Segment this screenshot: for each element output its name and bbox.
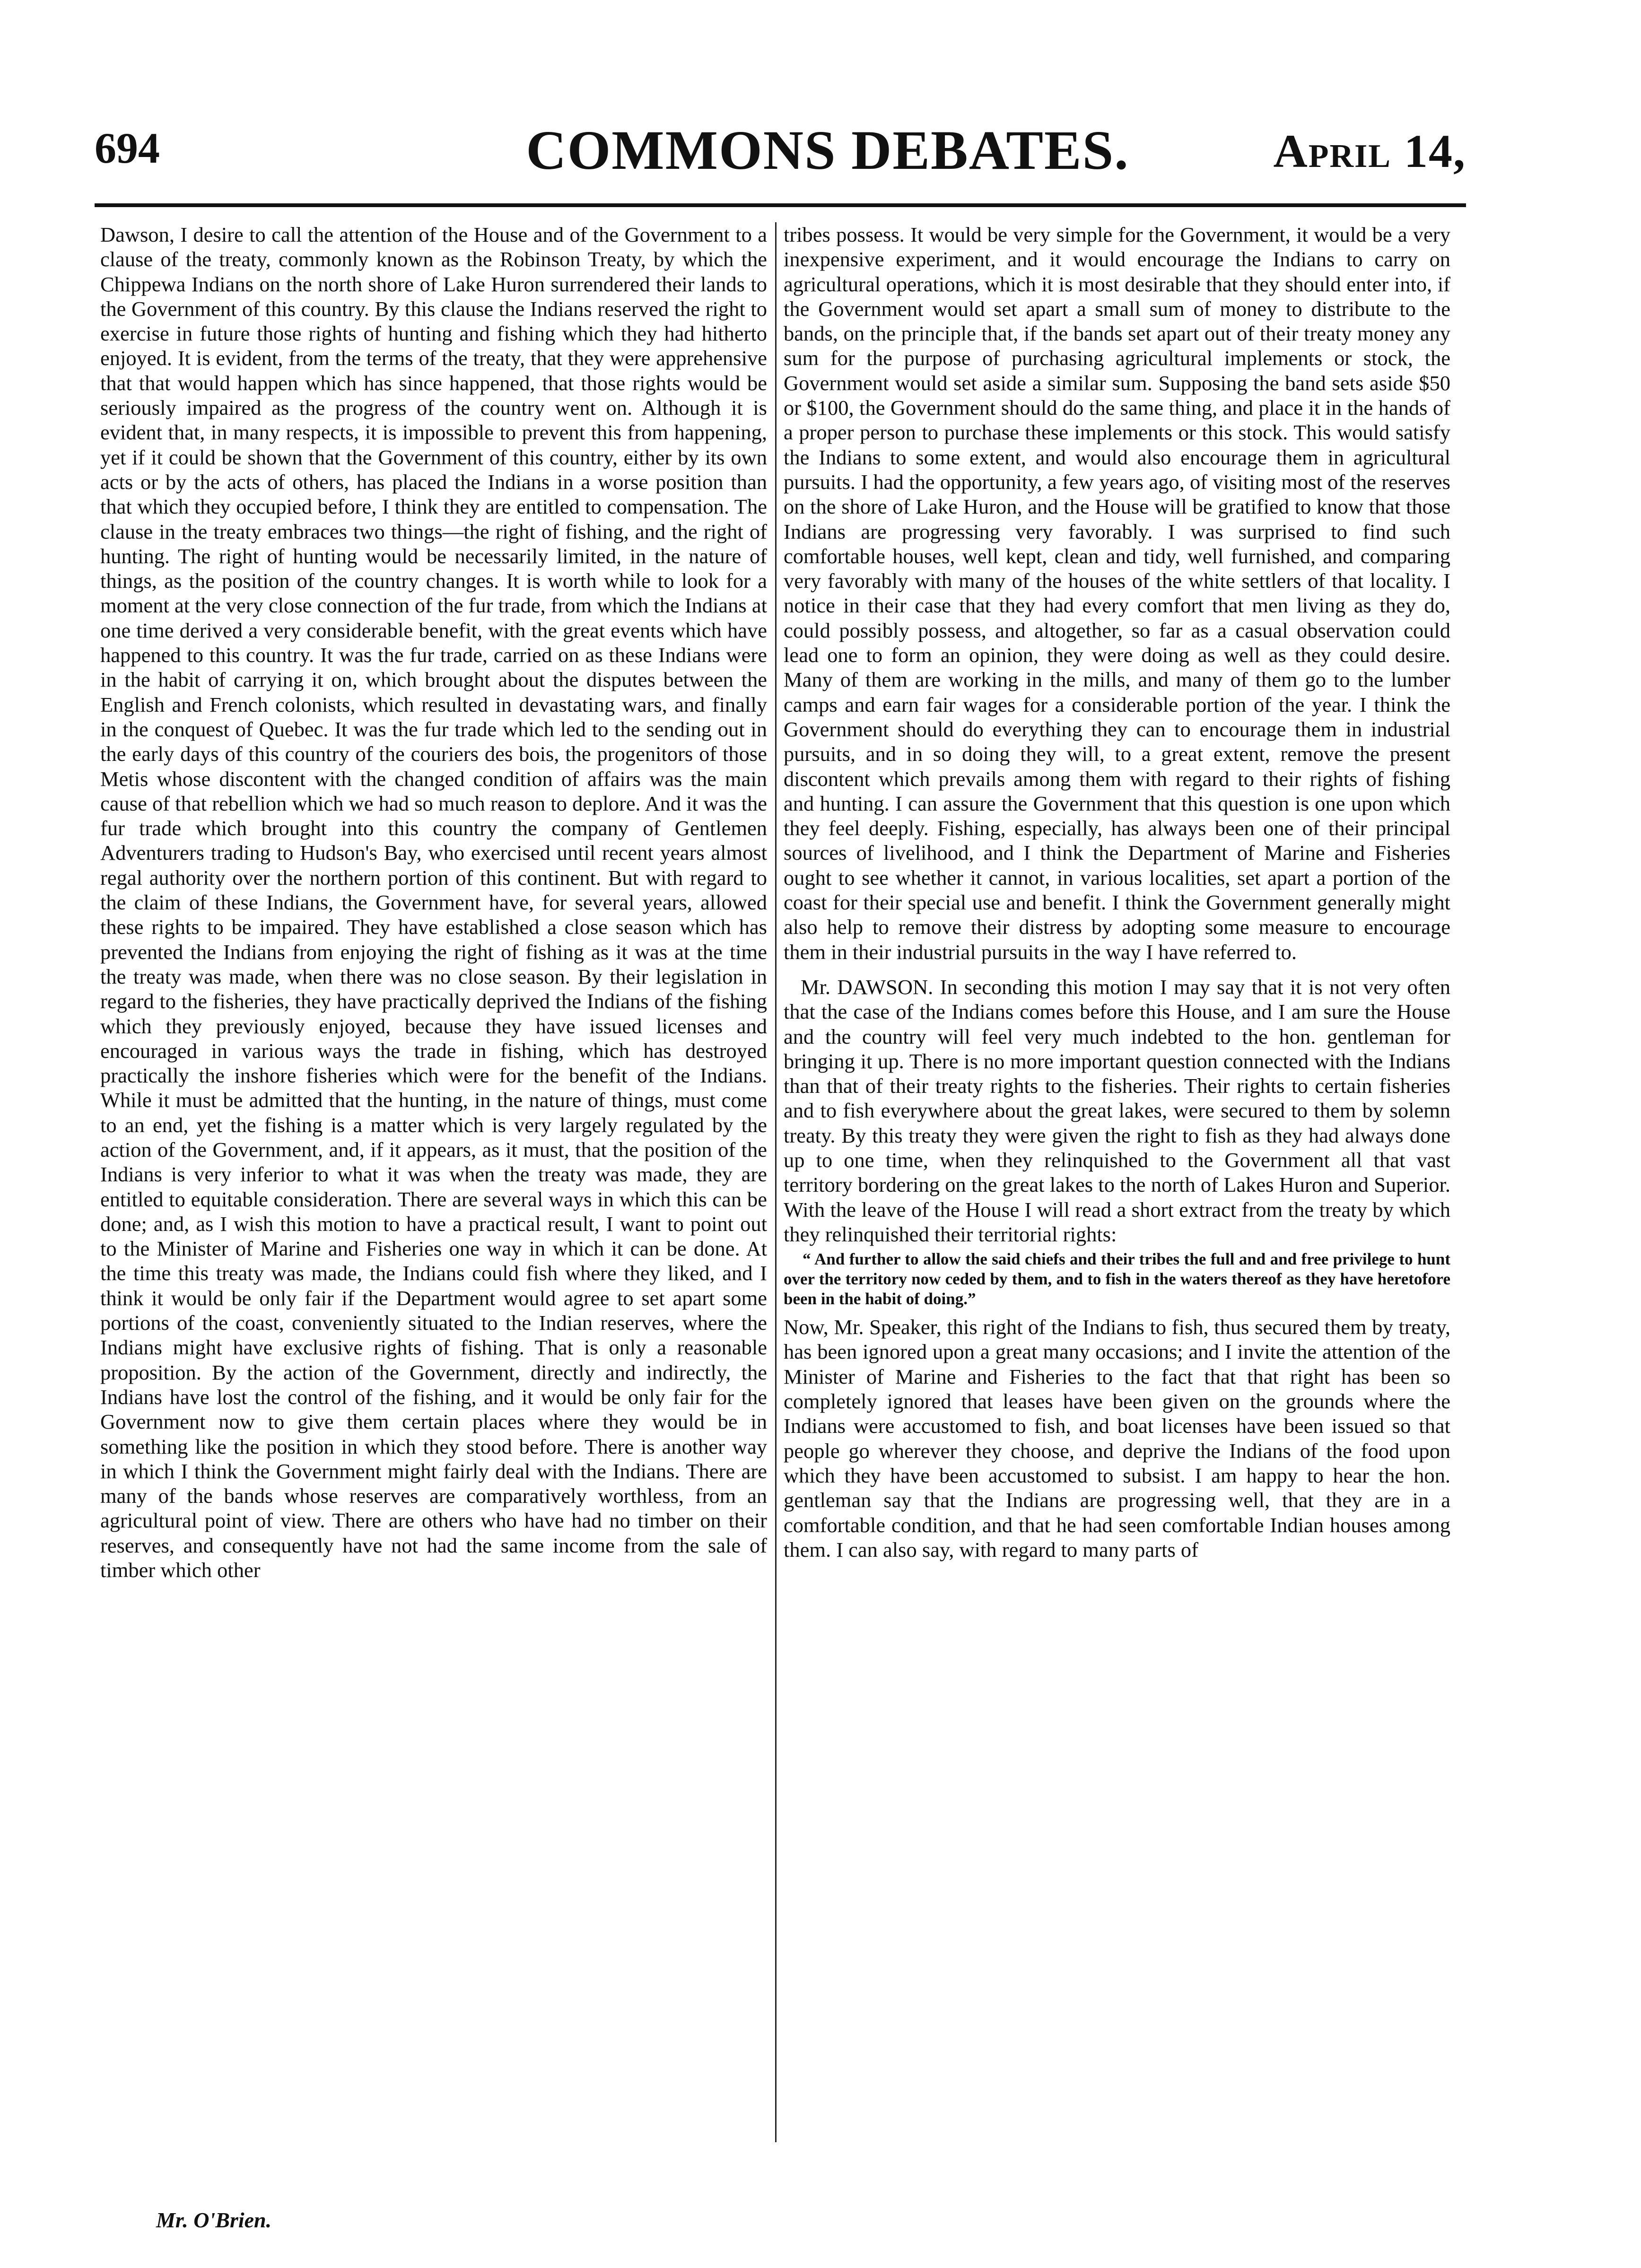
speaker-footer-note: Mr. O'Brien. (156, 2208, 272, 2232)
body-paragraph: tribes possess. It would be very simple for the Government, it would be a very inexpensive experiment, and it would encourage the Indians to carry on agricultural operations, which it is most desirable that they should enter into, if the Government would set apart a small sum of money to distribute to the bands, on the principle that, if the bands set apart out of their treaty money any sum for the purpose of purchasing agricultural implements or stock, the Government would set aside a similar sum. Supposing the band sets aside $50 or $100, the Government should do the same thing, and place it in the hands of a proper person to purchase these implements or this stock. This would satisfy the Indians to some extent, and would also encourage them in agricultural pursuits. I had the opportunity, a few years ago, of visiting most of the reserves on the shore of Lake Huron, and the House will be gratified to know that those Indians are progressing very favorably. I was surprised to find such comfortable houses, well kept, clean and tidy, well furnished, and comparing very favorably with many of the houses of the white settlers of that locality. I notice in their case that they had every comfort that men living as they do, could possibly possess, and altogether, so far as a casual observation could lead one to form an opinion, they were doing as well as they could desire. Many of them are working in the mills, and many of them go to the lumber camps and earn fair wages for a considerable portion of the year. I think the Government should do everything they can to encourage them in industrial pursuits, and in so doing they will, to a great extent, remove the present discontent which prevails among them with regard to their rights of fishing and hunting. I can assure the Government that this question is one upon which they feel deeply. Fishing, especially, has always been one of their principal sources of livelihood, and I think the Department of Marine and Fisheries ought to see whether it cannot, in various localities, set apart a portion of the coast for their special use and benefit. I think the Government generally might also help to remove their distress by adopting some measure to encourage them in their industrial pursuits in the way I have referred to. (784, 223, 1450, 964)
header-rule (95, 203, 1466, 207)
journal-title: COMMONS DEBATES. (526, 119, 1129, 181)
speech-paragraph: Mr. DAWSON. In seconding this motion I may say that it is not very often that the case of the Indians comes before this House, and I am sure the House and the country will feel very much indebted to the hon. gentleman for bringing it up. There is no more important question connected with the Indians than that of their treaty rights to the fisheries. Their rights to certain fisheries and to fish everywhere about the great lakes, were secured to them by solemn treaty. By this treaty they were given the right to fish as they had always done up to one time, when they relinquished to the Government all that vast territory bordering on the great lakes to the north of Lakes Huron and Superior. With the leave of the House I will read a short extract from the treaty by which they relinquished their territorial rights: (784, 975, 1450, 1246)
left-column (100, 222, 767, 1582)
body-paragraph: Now, Mr. Speaker, this right of the Indians to fish, thus secured them by treaty, has been ignored upon a great many occasions; and I invite the attention of the Minister of Marine and Fisheries to the fact that that right has been so completely ignored that leases have been given on the grounds where the Indians were accustomed to fish, and boat licenses have been issued so that people go wherever they choose, and deprive the Indians of the food upon which they have been accustomed to subsist. I am happy to hear the hon. gentleman say that the Indians are progressing well, that they are in a comfortable condition, and that he had seen comfortable Indian houses among them. I can also say, with regard to many parts of (784, 1315, 1450, 1561)
body-paragraph: Dawson, I desire to call the attention of the House and of the Government to a clause of the treaty, commonly known as the Robinson Treaty, by which the Chippewa Indians on the north shore of Lake Huron surrendered their lands to the Government of this country. By this clause the Indians reserved the right to exercise in future those rights of hunting and fishing which they had hitherto enjoyed. It is evident, from the terms of the treaty, that they were apprehensive that that would happen which has since happened, that those rights would be seriously impaired as the progress of the country went on. Although it is evident that, in many respects, it is impossible to prevent this from happening, yet if it could be shown that the Government of this country, either by its own acts or by the acts of others, has placed the Indians in a worse position than that which they occupied before, I think they are entitled to compensation. The clause in the treaty embraces two things—the right of fishing, and the right of hunting. The right of hunting would be necessarily limited, in the nature of things, as the position of the country changes. It is worth while to look for a moment at the very close connection of the fur trade, from which the Indians at one time derived a very considerable benefit, with the great events which have happened to this country. It was the fur trade, carried on as these Indians were in the habit of carrying it on, which brought about the disputes between the English and French colonists, which resulted in devastating wars, and finally in the conquest of Quebec. It was the fur trade which led to the sending out in the early days of this country of the couriers des bois, the progenitors of those Metis whose discontent with the changed condition of affairs was the main cause of that rebellion which we had so much reason to deplore. And it was the fur trade which brought into this country the company of Gentlemen Adventurers trading to Hudson's Bay, who exercised until recent years almost regal authority over the northern portion of this continent. But with regard to the claim of these Indians, the Government have, for several years, allowed these rights to be impaired. They have established a close season which has prevented the Indians from enjoying the right of fishing as it was at the time the treaty was made, when there was no close season. By their legislation in regard to the fisheries, they have practically deprived the Indians of the fishing which they previously enjoyed, because they have issued licenses and encouraged in various ways the trade in fishing, which has destroyed practically the inshore fisheries which were for the benefit of the Indians. While it must be admitted that the hunting, in the nature of things, must come to an end, yet the fishing is a matter which is very largely regulated by the action of the Government, and, if it appears, as it must, that the position of the Indians is very inferior to what it was when the treaty was made, they are entitled to equitable consideration. There are several ways in which this can be done; and, as I wish this motion to have a practical result, I want to point out to the Minister of Marine and Fisheries one way in which it can be done. At the time this treaty was made, the Indians could fish where they liked, and I think it would be only fair if the Department would agree to set apart some portions of the coast, conveniently situated to the Indian reserves, where the Indians might have exclusive rights of fishing. That is only a reasonable proposition. By the action of the Government, directly and indirectly, the Indians have lost the control of the fishing, and it would be only fair for the Government now to give them certain places where they would be in something like the position in which they stood before. There is another way in which I think the Government might fairly deal with the Indians. There are many of the bands whose reserves are comparatively worthless, from an agricultural point of view. There are others who have had no timber on their reserves, and consequently have not had the same income from the sale of timber which other (100, 223, 767, 1582)
page-number: 694 (95, 124, 160, 172)
header-date: April 14, (1273, 125, 1466, 177)
page-header (95, 113, 1466, 199)
column-divider (775, 222, 777, 2142)
treaty-quote: “ And further to allow the said chiefs and their tribes the full and and free privilege to hunt over the territory now ceded by them, and to fish in the waters thereof as they have heretofore been in the habit of doing.” (784, 1250, 1450, 1308)
right-column (784, 222, 1450, 1562)
